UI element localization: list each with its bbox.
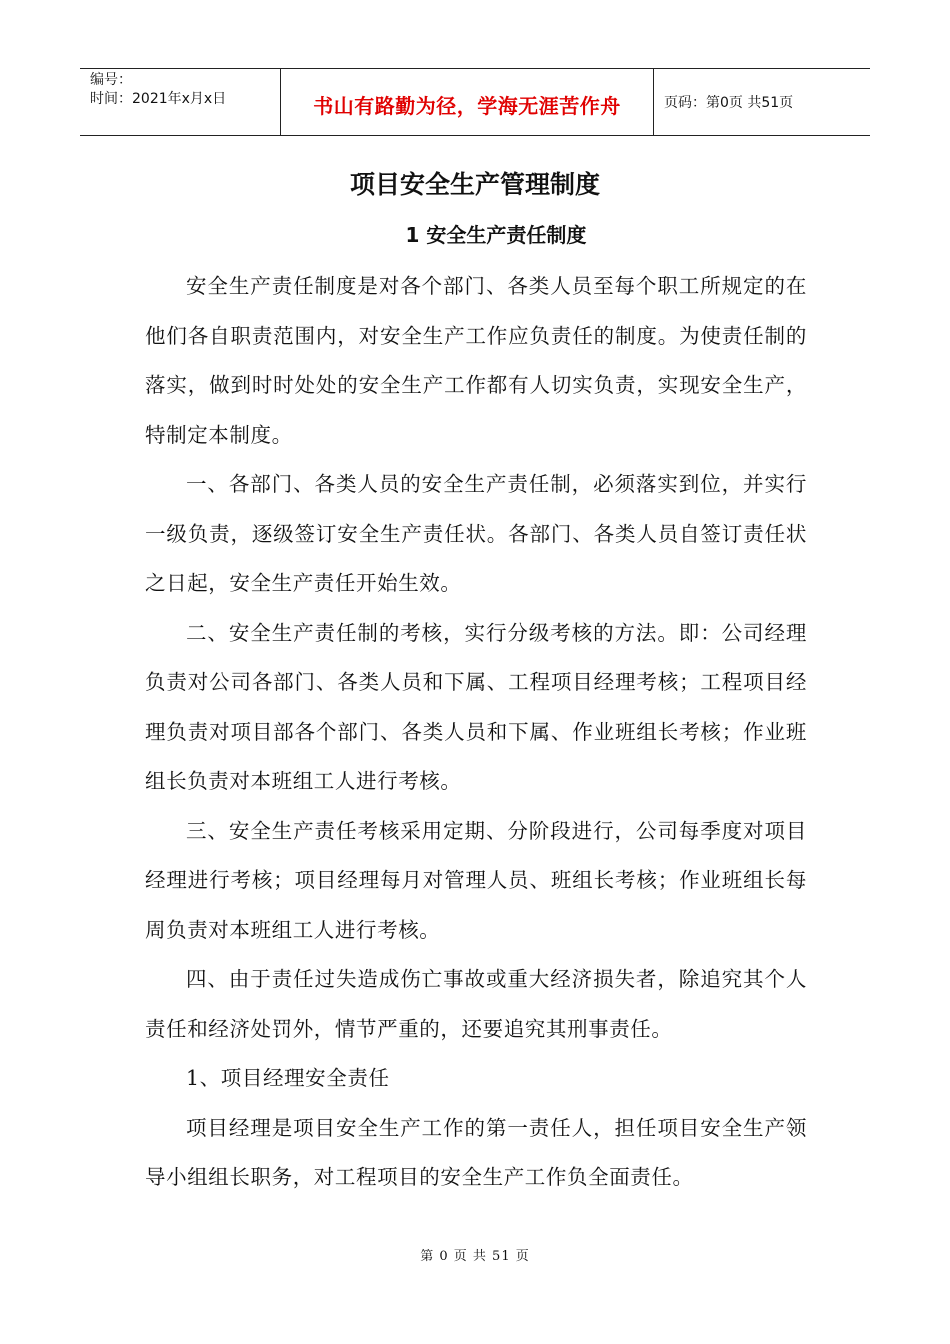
document-header (80, 68, 870, 136)
header-page-info: 页码：第0页 共51页 (664, 95, 794, 111)
number-label: 编号： (90, 72, 132, 88)
header-slogan: 书山有路勤为径，学海无涯苦作舟 (313, 93, 621, 118)
header-slogan-cell (281, 69, 654, 135)
paragraph: 安全生产责任制度是对各个部门、各类人员至每个职工所规定的在他们各自职责范围内，对安全生产工作应负责任的制度。为使责任制的落实，做到时时处处的安全生产工作都有人切实负责，实现安全生产，特制定本制度。 (145, 274, 807, 447)
paragraph: 二、安全生产责任制的考核，实行分级考核的方法。即：公司经理负责对公司各部门、各类人员和下属、工程项目经理考核；工程项目经理负责对项目部各个部门、各类人员和下属、作业班组长考核；作业班组长负责对本班组工人进行考核。 (145, 620, 807, 793)
header-meta (80, 69, 281, 135)
document-body (145, 262, 807, 1203)
section-title: 1 安全生产责任制度 (405, 223, 587, 247)
paragraph: 一、各部门、各类人员的安全生产责任制，必须落实到位，并实行一级负责，逐级签订安全生产责任状。各部门、各类人员自签订责任状之日起，安全生产责任开始生效。 (145, 472, 807, 595)
paragraph: 项目经理是项目安全生产工作的第一责任人，担任项目安全生产领导小组组长职务，对工程项目的安全生产工作负全面责任。 (145, 1115, 807, 1189)
document-title: 项目安全生产管理制度 (349, 170, 600, 199)
time-label: 时间：2021年x月x日 (90, 91, 227, 107)
paragraph: 四、由于责任过失造成伤亡事故或重大经济损失者，除追究其个人责任和经济处罚外，情节严重的，还要追究其刑事责任。 (145, 967, 807, 1041)
paragraph: 三、安全生产责任考核采用定期、分阶段进行，公司每季度对项目经理进行考核；项目经理每月对管理人员、班组长考核；作业班组长每周负责对本班组工人进行考核。 (145, 818, 807, 942)
header-page-cell (654, 69, 870, 135)
page-footer: 第 0 页 共 51 页 (420, 1249, 530, 1264)
subsection-heading: 1、项目经理安全责任 (186, 1066, 390, 1090)
